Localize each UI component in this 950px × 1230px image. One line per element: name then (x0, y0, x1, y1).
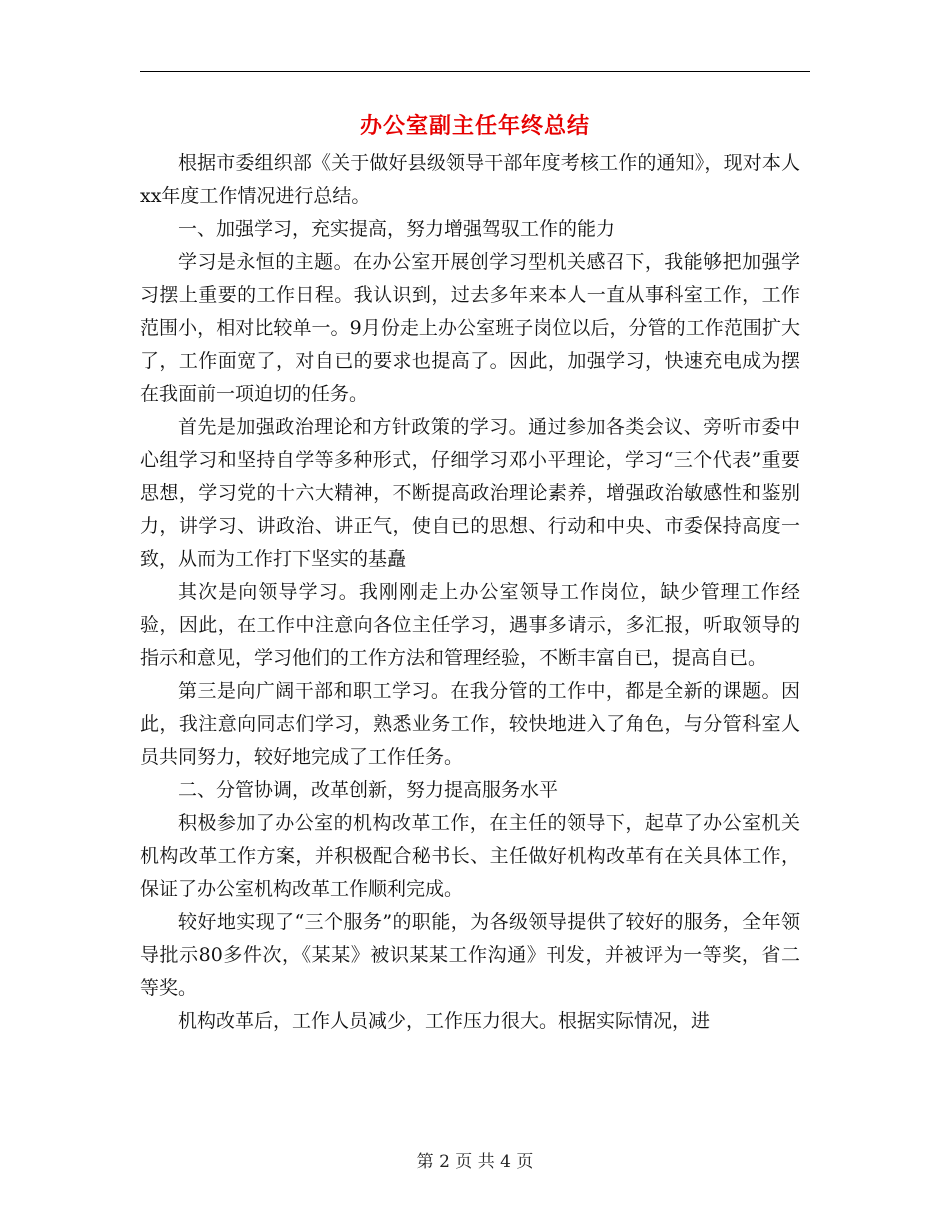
document-title: 办公室副主任年终总结 (359, 113, 590, 139)
paragraph: 学习是永恒的主题。在办公室开展创学习型机关感召下，我能够把加强学习摆上重要的工作日程。我认识到，过去多年来本人一直从事科室工作，工作范围小，相对比较单一。9月份走上办公室班子岗位以后，分管的工作范围扩大了，工作面宽了，对自已的要求也提高了。因此，加强学习，快速充电成为摆在我面前一项迫切的任务。 (140, 251, 800, 405)
paragraph: 较好地实现了“三个服务”的职能，为各级领导提供了较好的服务，全年领导批示80多件次，《某某》被识某某工作沟通》刊发，并被评为一等奖，省二等奖。 (140, 911, 800, 999)
paragraph: 机构改革后，工作人员减少，工作压力很大。根据实际情况，进 (178, 1010, 711, 1032)
paragraph: 第三是向广阔干部和职工学习。在我分管的工作中，都是全新的课题。因此，我注意向同志们学习，熟悉业务工作，较快地进入了角色，与分管科室人员共同努力，较好地完成了工作任务。 (140, 680, 800, 768)
section-heading-1: 一、加强学习，充实提高，努力增强驾驭工作的能力 (178, 218, 616, 240)
header-rule (140, 71, 810, 72)
paragraph: 首先是加强政治理论和方针政策的学习。通过参加各类会议、旁听市委中心组学习和坚持自学等多种形式，仔细学习邓小平理论，学习“三个代表”重要思想，学习党的十六大精神，不断提高政治理论素养，增强政治敏感性和鉴别力，讲学习、讲政治、讲正气，使自已的思想、行动和中央、市委保持高度一致，从而为工作打下坚实的基矗 (140, 416, 800, 570)
document-body (140, 147, 800, 1038)
paragraph-intro: 根据市委组织部《关于做好县级领导干部年度考核工作的通知》，现对本人xx年度工作情况进行总结。 (140, 152, 800, 207)
section-heading-2: 二、分管协调，改革创新，努力提高服务水平 (178, 779, 559, 801)
paragraph: 积极参加了办公室的机构改革工作，在主任的领导下，起草了办公室机关机构改革工作方案，并积极配合秘书长、主任做好机构改革有在关具体工作，保证了办公室机构改革工作顺利完成。 (140, 812, 800, 900)
paragraph: 其次是向领导学习。我刚刚走上办公室领导工作岗位，缺少管理工作经验，因此，在工作中注意向各位主任学习，遇事多请示，多汇报，听取领导的指示和意见，学习他们的工作方法和管理经验，不断丰富自已，提高自已。 (140, 581, 800, 669)
page-number-footer: 第 2 页 共 4 页 (416, 1152, 534, 1172)
